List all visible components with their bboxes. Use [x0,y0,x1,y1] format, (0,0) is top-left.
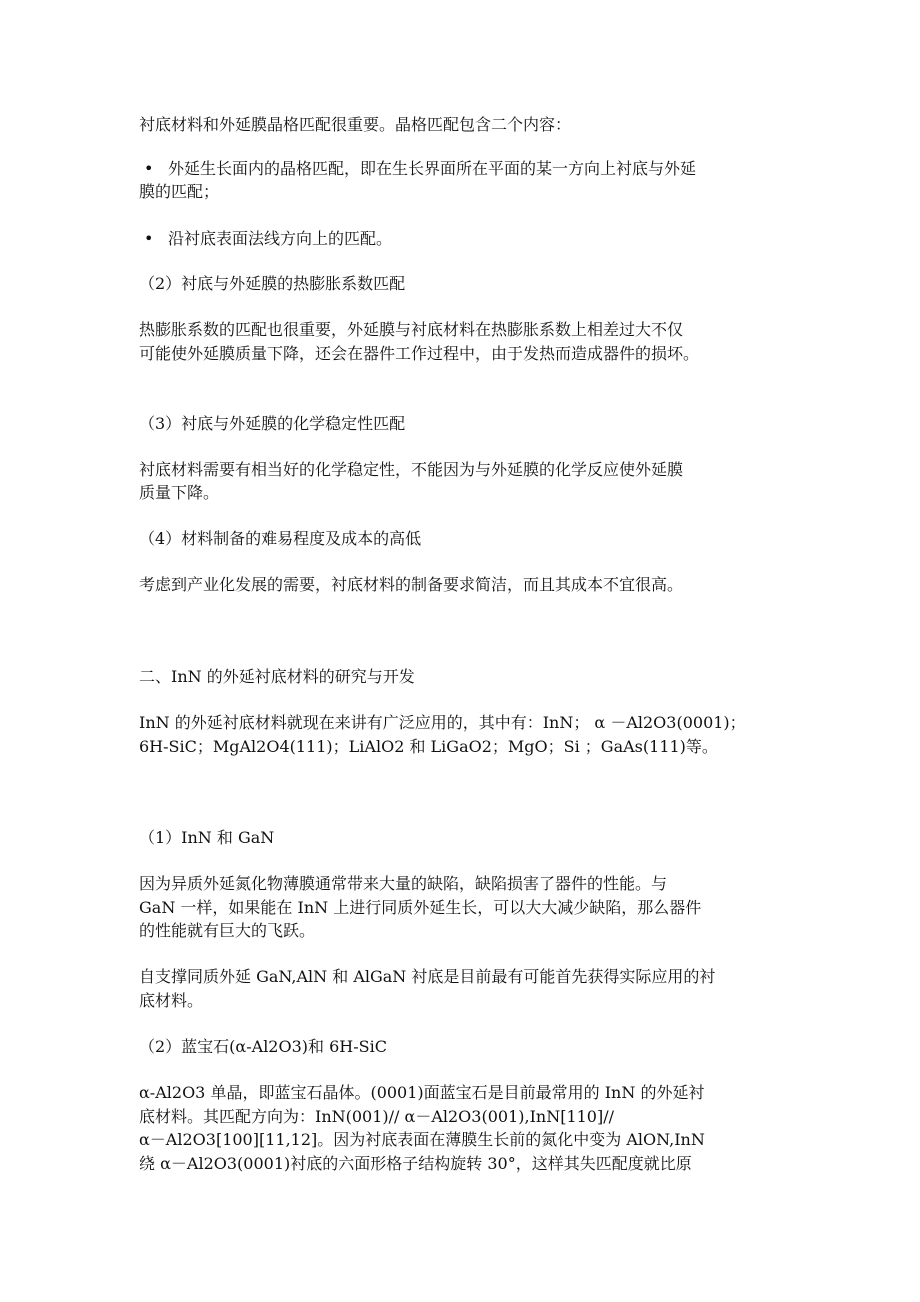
paragraph-line: 衬底材料需要有相当好的化学稳定性，不能因为与外延膜的化学反应使外延膜 [139,460,684,479]
subsection-heading-sapphire: （2）蓝宝石(α-Al2O3)和 6H-SiC [139,1037,387,1056]
part-heading-inn-substrates: 二、InN 的外延衬底材料的研究与开发 [139,667,415,686]
paragraph-line: 的性能就有巨大的飞跃。 [139,921,316,940]
paragraph-line: 因为异质外延氮化物薄膜通常带来大量的缺陷，缺陷损害了器件的性能。与 [139,874,668,893]
paragraph-line: 可能使外延膜质量下降，还会在器件工作过程中，由于发热而造成器件的损坏。 [139,344,700,363]
paragraph-line: GaN 一样，如果能在 InN 上进行同质外延生长，可以大大减少缺陷，那么器件 [139,898,702,917]
bullet-text: 外延生长面内的晶格匹配，即在生长界面所在平面的某一方向上衬底与外延 [168,159,697,178]
paragraph-line: InN 的外延衬底材料就现在来讲有广泛应用的，其中有：InN； α －Al2O3(0001)； [139,713,746,732]
paragraph-line: 底材料。 [139,991,204,1010]
bullet-item-1-continuation: 膜的匹配； [139,182,220,201]
section-heading-chemical: （3）衬底与外延膜的化学稳定性匹配 [139,414,406,433]
section-heading-thermal: （2）衬底与外延膜的热膨胀系数匹配 [139,274,406,293]
paragraph-line: 热膨胀系数的匹配也很重要，外延膜与衬底材料在热膨胀系数上相差过大不仅 [139,320,684,339]
paragraph-line: α－Al2O3[100][11,12]。因为衬底表面在薄膜生长前的氮化中变为 AlON,InN [139,1130,705,1149]
bullet-item-1 [144,158,696,180]
paragraph-line: 绕 α－Al2O3(0001)衬底的六面形格子结构旋转 30°，这样其失匹配度就比原 [139,1154,692,1173]
paragraph-line: 考虑到产业化发展的需要，衬底材料的制备要求简洁，而且其成本不宜很高。 [139,575,684,594]
bullet-marker: • [144,159,154,178]
bullet-marker: • [144,229,154,248]
bullet-text: 沿衬底表面法线方向上的匹配。 [168,229,393,248]
paragraph-line: 6H-SiC；MgAl2O4(111)；LiAlO2 和 LiGaO2；MgO；Si ；GaAs(111)等。 [139,737,718,756]
bullet-item-2 [144,228,392,250]
paragraph-line: 质量下降。 [139,483,220,502]
section-heading-cost: （4）材料制备的难易程度及成本的高低 [139,529,422,548]
paragraph-line: α-Al2O3 单晶，即蓝宝石晶体。(0001)面蓝宝石是目前最常用的 InN 的外延衬 [139,1083,705,1102]
paragraph-line: 底材料。其匹配方向为：InN(001)// α－Al2O3(001),InN[110]// [139,1107,615,1126]
intro-paragraph: 衬底材料和外延膜晶格匹配很重要。晶格匹配包含二个内容： [139,115,572,134]
paragraph-line: 自支撑同质外延 GaN,AlN 和 AlGaN 衬底是目前最有可能首先获得实际应用的衬 [139,967,716,986]
subsection-heading-inn-gan: （1）InN 和 GaN [139,828,275,847]
